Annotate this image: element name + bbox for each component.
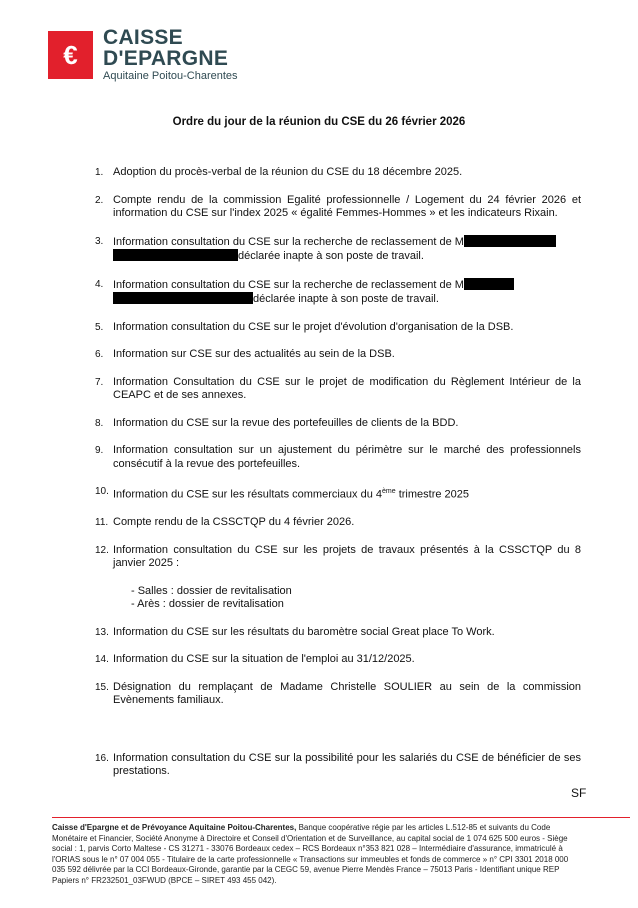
item-text: Désignation du remplaçant de Madame Christelle SOULIER au sein de la commission Evènements familiaux. [113, 680, 581, 707]
item-number: 11. [95, 517, 109, 529]
agenda-list [95, 166, 581, 793]
item-text: Compte rendu de la commission Egalité professionnelle / Logement du 24 février 2026 et information du CSE sur l'index 2025 « égalité Femmes-Hommes » et les indicateurs Rixain. [113, 193, 581, 219]
item-number: 9. [95, 445, 104, 456]
item-text: Information consultation du CSE sur le projet d'évolution d'organisation de la DSB. [113, 320, 514, 333]
item-number: 7. [95, 376, 104, 388]
item-number: 14. [95, 654, 109, 666]
item-number: 12. [95, 544, 109, 556]
item-number: 16. [95, 752, 109, 764]
item-number: 3. [95, 235, 104, 247]
redaction-bar [113, 249, 238, 261]
brand-line1: CAISSE [103, 26, 183, 49]
item-number: 1. [95, 167, 104, 178]
item-number: 13. [95, 626, 109, 638]
item-number: 2. [95, 194, 104, 206]
sub-list [131, 585, 581, 612]
logo-symbol: € [63, 39, 78, 70]
agenda-item [95, 752, 581, 779]
item-text: trimestre 2025 [395, 488, 470, 501]
agenda-item [95, 348, 581, 362]
agenda-item [95, 166, 581, 180]
redaction-bar [113, 292, 253, 304]
item-text: Information consultation du CSE sur les projets de travaux présentés à la CSSCTQP du 8 janvier 2025 : [113, 543, 581, 570]
item-text: Information du CSE sur la revue des portefeuilles de clients de la BDD. [113, 416, 459, 429]
sub-item: - Salles : dossier de revitalisation [131, 584, 292, 597]
sub-item: - Arès : dossier de revitalisation [131, 598, 284, 611]
brand-name [103, 27, 238, 83]
footer-divider [52, 817, 630, 818]
item-text: Information du CSE sur la situation de l'emploi au 31/12/2025. [113, 653, 415, 666]
redaction-bar [464, 235, 556, 247]
agenda-item [95, 278, 581, 307]
item-text: Information consultation du CSE sur la recherche de reclassement de M [113, 235, 464, 248]
item-number: 10. [95, 486, 109, 497]
item-text: Information du CSE sur les résultats du baromètre social Great place To Work. [113, 625, 495, 638]
agenda-item [95, 544, 581, 612]
item-text: Information consultation du CSE sur la recherche de reclassement de M [113, 278, 464, 291]
brand-line2: D'EPARGNE [103, 47, 229, 70]
brand-region: Aquitaine Poitou-Charentes [103, 70, 238, 82]
agenda-item [95, 194, 581, 221]
agenda-item [95, 653, 581, 667]
legal-footer [52, 823, 582, 887]
agenda-item [95, 321, 581, 335]
agenda-item [95, 376, 581, 403]
item-text: Information sur CSE sur des actualités au sein de la DSB. [113, 348, 395, 360]
item-text: Information du CSE sur les résultats commerciaux du 4 [113, 488, 383, 501]
footer-company: Caisse d'Epargne et de Prévoyance Aquitaine Poitou-Charentes, [52, 823, 297, 832]
item-number: 4. [95, 278, 104, 290]
redaction-bar [464, 278, 514, 290]
agenda-item [95, 485, 581, 502]
agenda-item [95, 516, 581, 530]
agenda-item [95, 626, 581, 640]
item-number: 5. [95, 321, 104, 333]
item-number: 15. [95, 681, 109, 693]
item-text: Adoption du procès-verbal de la réunion du CSE du 18 décembre 2025. [113, 166, 463, 178]
agenda-item [95, 444, 581, 471]
document-title: Ordre du jour de la réunion du CSE du 26 février 2026 [172, 116, 466, 128]
superscript: ème [382, 488, 396, 495]
item-text: déclarée inapte à son poste de travail. [238, 250, 424, 262]
agenda-item [95, 235, 581, 264]
item-text: déclarée inapte à son poste de travail. [253, 293, 439, 305]
item-text: Information Consultation du CSE sur le projet de modification du Règlement Intérieur de la CEAPC et de ses annexes. [113, 375, 581, 401]
item-number: 8. [95, 417, 104, 429]
agenda-item [95, 681, 581, 708]
caisse-epargne-logo-icon [48, 31, 93, 79]
item-text: Information consultation sur un ajustement du périmètre sur le marché des professionnels consécutif à la revue des portefeuilles. [113, 444, 581, 470]
item-text: Compte rendu de la CSSCTQP du 4 février 2026. [113, 516, 355, 529]
item-number: 6. [95, 349, 104, 360]
item-text: Information consultation du CSE sur la possibilité pour les salariés du CSE de bénéficier de ses prestations. [113, 751, 581, 778]
footer-text: Banque coopérative régie par les articles L.512-85 et suivants du Code Monétaire et Financier, Société Anonyme à Directoire et Conseil d'Orientation et de Surveillance, au capital social de 1 074 625 500 euros - Siège social : 1, parvis Corto Maltese - CS 31271 - 33076 Bordeaux cedex – RCS Bordeaux n°353 821 028 – Intermédiaire d'assurance, immatriculé à l'ORIAS sous le n° 07 004 055 - Titulaire de la carte professionnelle « Transactions sur immeubles et fonds de commerce » n° CPI 3301 2018 000 035 592 délivrée par la CCI Bordeaux-Gironde, garantie par la CEGC 59, avenue Pierre Mendès France – 75013 Paris - Identifiant unique REP Papiers n° FR232501_03FWUD (BPCE – SIRET 493 455 042). [52, 823, 569, 885]
initials: SF [571, 786, 587, 800]
agenda-item [95, 417, 581, 431]
